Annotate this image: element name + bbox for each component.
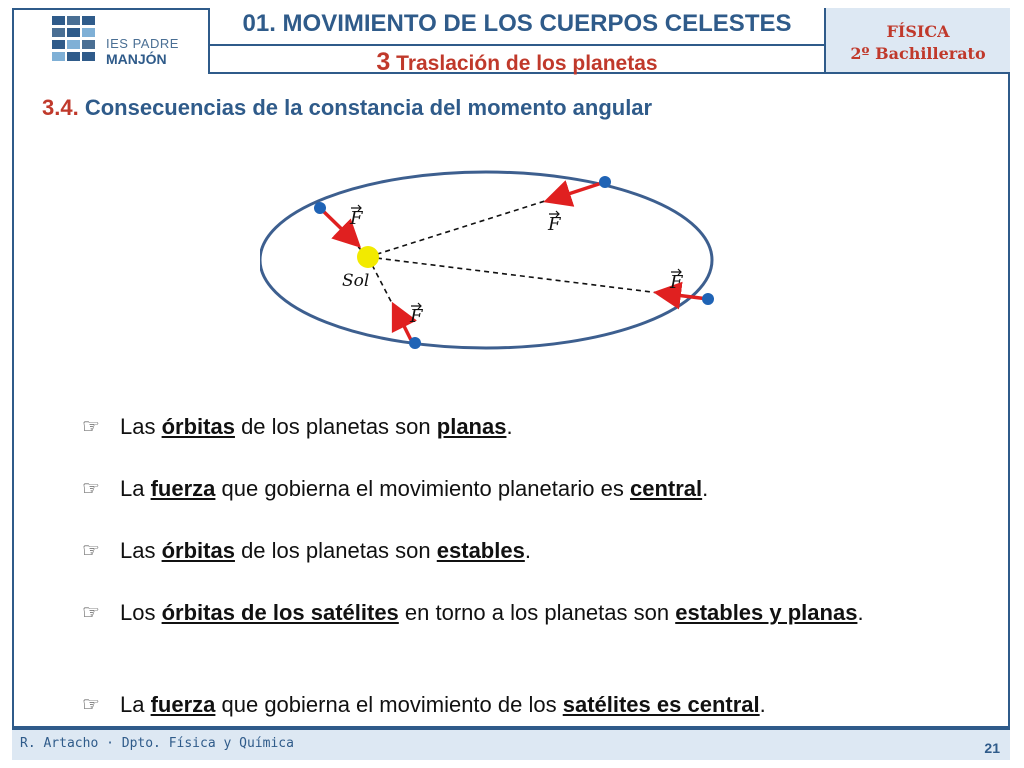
logo-school-line1: IES PADRE [106,36,179,51]
page-number: 21 [984,740,1000,756]
section-title [42,95,652,121]
section-title-text: Consecuencias de la constancia del momento angular [84,95,653,120]
sun-planet-line [368,257,708,299]
unit-title: 01. MOVIMIENTO DE LOS CUERPOS CELESTES [242,10,792,37]
school-logo [48,12,188,70]
topic-title: Traslación de los planetas [396,52,658,75]
topic-number: 3 [376,48,391,76]
topic-title-row [210,48,824,77]
subject-box [826,8,1010,74]
force-arrow [660,293,708,299]
pointing-hand-icon: ☞ [82,540,100,562]
logo-school-line2: MANJÓN [106,51,167,67]
planet-dot [314,202,326,214]
footer-bar [12,728,1010,760]
orbit-ellipse [260,172,712,348]
logo-grid-icon [48,12,98,68]
force-label: F [548,214,561,235]
force-label: F [350,208,363,229]
pointing-hand-icon: ☞ [82,602,100,624]
sun-label: Sol [342,271,370,291]
sun-icon [357,246,379,268]
planet-dot [599,176,611,188]
force-label: F [670,272,683,293]
planet-dot [702,293,714,305]
force-arrow [550,182,605,200]
footer-author: R. Artacho · Dpto. Física y Química [20,736,294,751]
pointing-hand-icon: ☞ [82,478,100,500]
pointing-hand-icon: ☞ [82,694,100,716]
planet-dot [409,337,421,349]
orbit-diagram [260,160,740,360]
title-divider [210,44,824,46]
force-label: F [410,306,423,327]
section-number: 3.4. [42,95,79,120]
subject-level: 2º Bachillerato [850,44,986,63]
header-title-box [208,8,826,74]
subject-name: FÍSICA [886,22,950,41]
pointing-hand-icon: ☞ [82,416,100,438]
